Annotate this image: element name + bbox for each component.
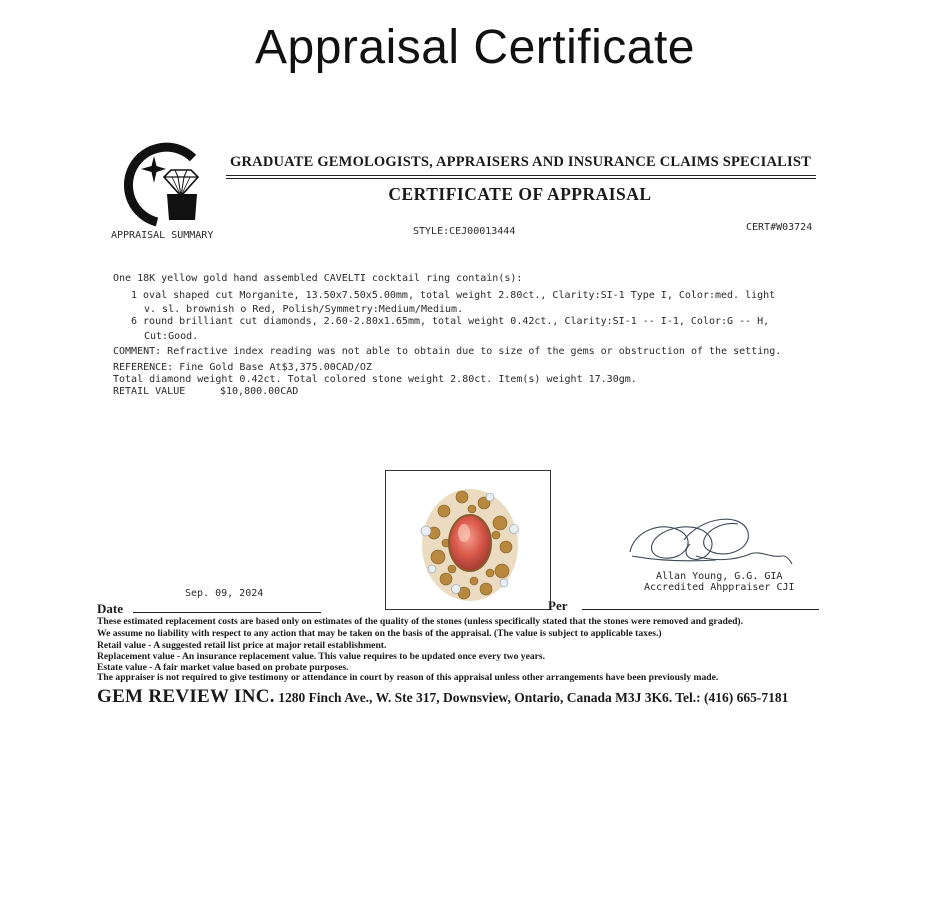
header-rule-top [226, 175, 816, 176]
disclaimer-line-3: Retail value - A suggested retail list price at major retail establishment. [97, 640, 387, 651]
date-value: Sep. 09, 2024 [185, 588, 264, 599]
disclaimer-line-1: These estimated replacement costs are based only on estimates of the quality of the stones (unless specifically stated that the stones were removed and graded). [97, 616, 744, 627]
disclaimer-line-5: Estate value - A fair market value based on probate purposes. [97, 662, 349, 673]
footer-company-line [97, 686, 788, 708]
item-1-line-1: 1 oval shaped cut Morganite, 13.50x7.50x5.00mm, total weight 2.80ct., Clarity:SI-1 Type I, Color:med. light [131, 290, 776, 301]
appraisal-summary-label: APPRAISAL SUMMARY [111, 230, 214, 241]
totals-line: Total diamond weight 0.42ct. Total colored stone weight 2.80ct. Item(s) weight 17.30gm. [113, 374, 637, 385]
ring-photo [385, 470, 551, 610]
header-rule-bottom [226, 178, 816, 179]
comment: COMMENT: Refractive index reading was not able to obtain due to size of the gems or obstruction of the setting. [113, 346, 782, 357]
gem-logo-icon [117, 136, 207, 228]
per-label: Per [548, 598, 568, 613]
date-label: Date [97, 601, 123, 616]
reference: REFERENCE: Fine Gold Base At$3,375.00CAD/OZ [113, 362, 372, 373]
item-2-line-2: Cut:Good. [144, 331, 199, 342]
appraiser-title: Accredited Ahppraiser CJI [644, 582, 795, 593]
disclaimer-line-6: The appraiser is not required to give testimony or attendance in court by reason of this appraisal unless other arrangements have been previously made. [97, 672, 719, 683]
appraiser-name: Allan Young, G.G. GIA [656, 571, 783, 582]
retail-value-label: RETAIL VALUE [113, 386, 186, 397]
ring-illustration [386, 471, 550, 609]
item-2-line-1: 6 round brilliant cut diamonds, 2.60-2.80x1.65mm, total weight 0.42ct., Clarity:SI-1 -- I-1, Color:G -- H, [131, 316, 770, 327]
disclaimer-line-2: We assume no liability with respect to any action that may be taken on the basis of the appraisal. (The value is subject to applicable taxes.) [97, 628, 662, 639]
item-intro: One 18K yellow gold hand assembled CAVELTI cocktail ring contain(s): [113, 273, 523, 284]
date-line [133, 612, 321, 613]
disclaimer-line-4: Replacement value - An insurance replacement value. This value requires to be updated once every two years. [97, 651, 546, 662]
style-number: STYLE:CEJ00013444 [413, 226, 516, 237]
company-address: 1280 Finch Ave., W. Ste 317, Downsview, Ontario, Canada M3J 3K6. Tel.: (416) 665-7181 [274, 690, 789, 705]
organization-line: GRADUATE GEMOLOGISTS, APPRAISERS AND INSURANCE CLAIMS SPECIALIST [230, 154, 811, 170]
per-line [582, 609, 819, 610]
appraiser-signature [624, 510, 794, 574]
certificate-title: CERTIFICATE OF APPRAISAL [388, 184, 652, 204]
company-name: GEM REVIEW INC. [97, 686, 275, 707]
item-1-line-2: v. sl. brownish o Red, Polish/Symmetry:Medium/Medium. [144, 304, 464, 315]
page-title: Appraisal Certificate [254, 21, 695, 74]
certificate-number: CERT#W03724 [746, 222, 813, 233]
retail-value: $10,800.00CAD [220, 386, 299, 397]
